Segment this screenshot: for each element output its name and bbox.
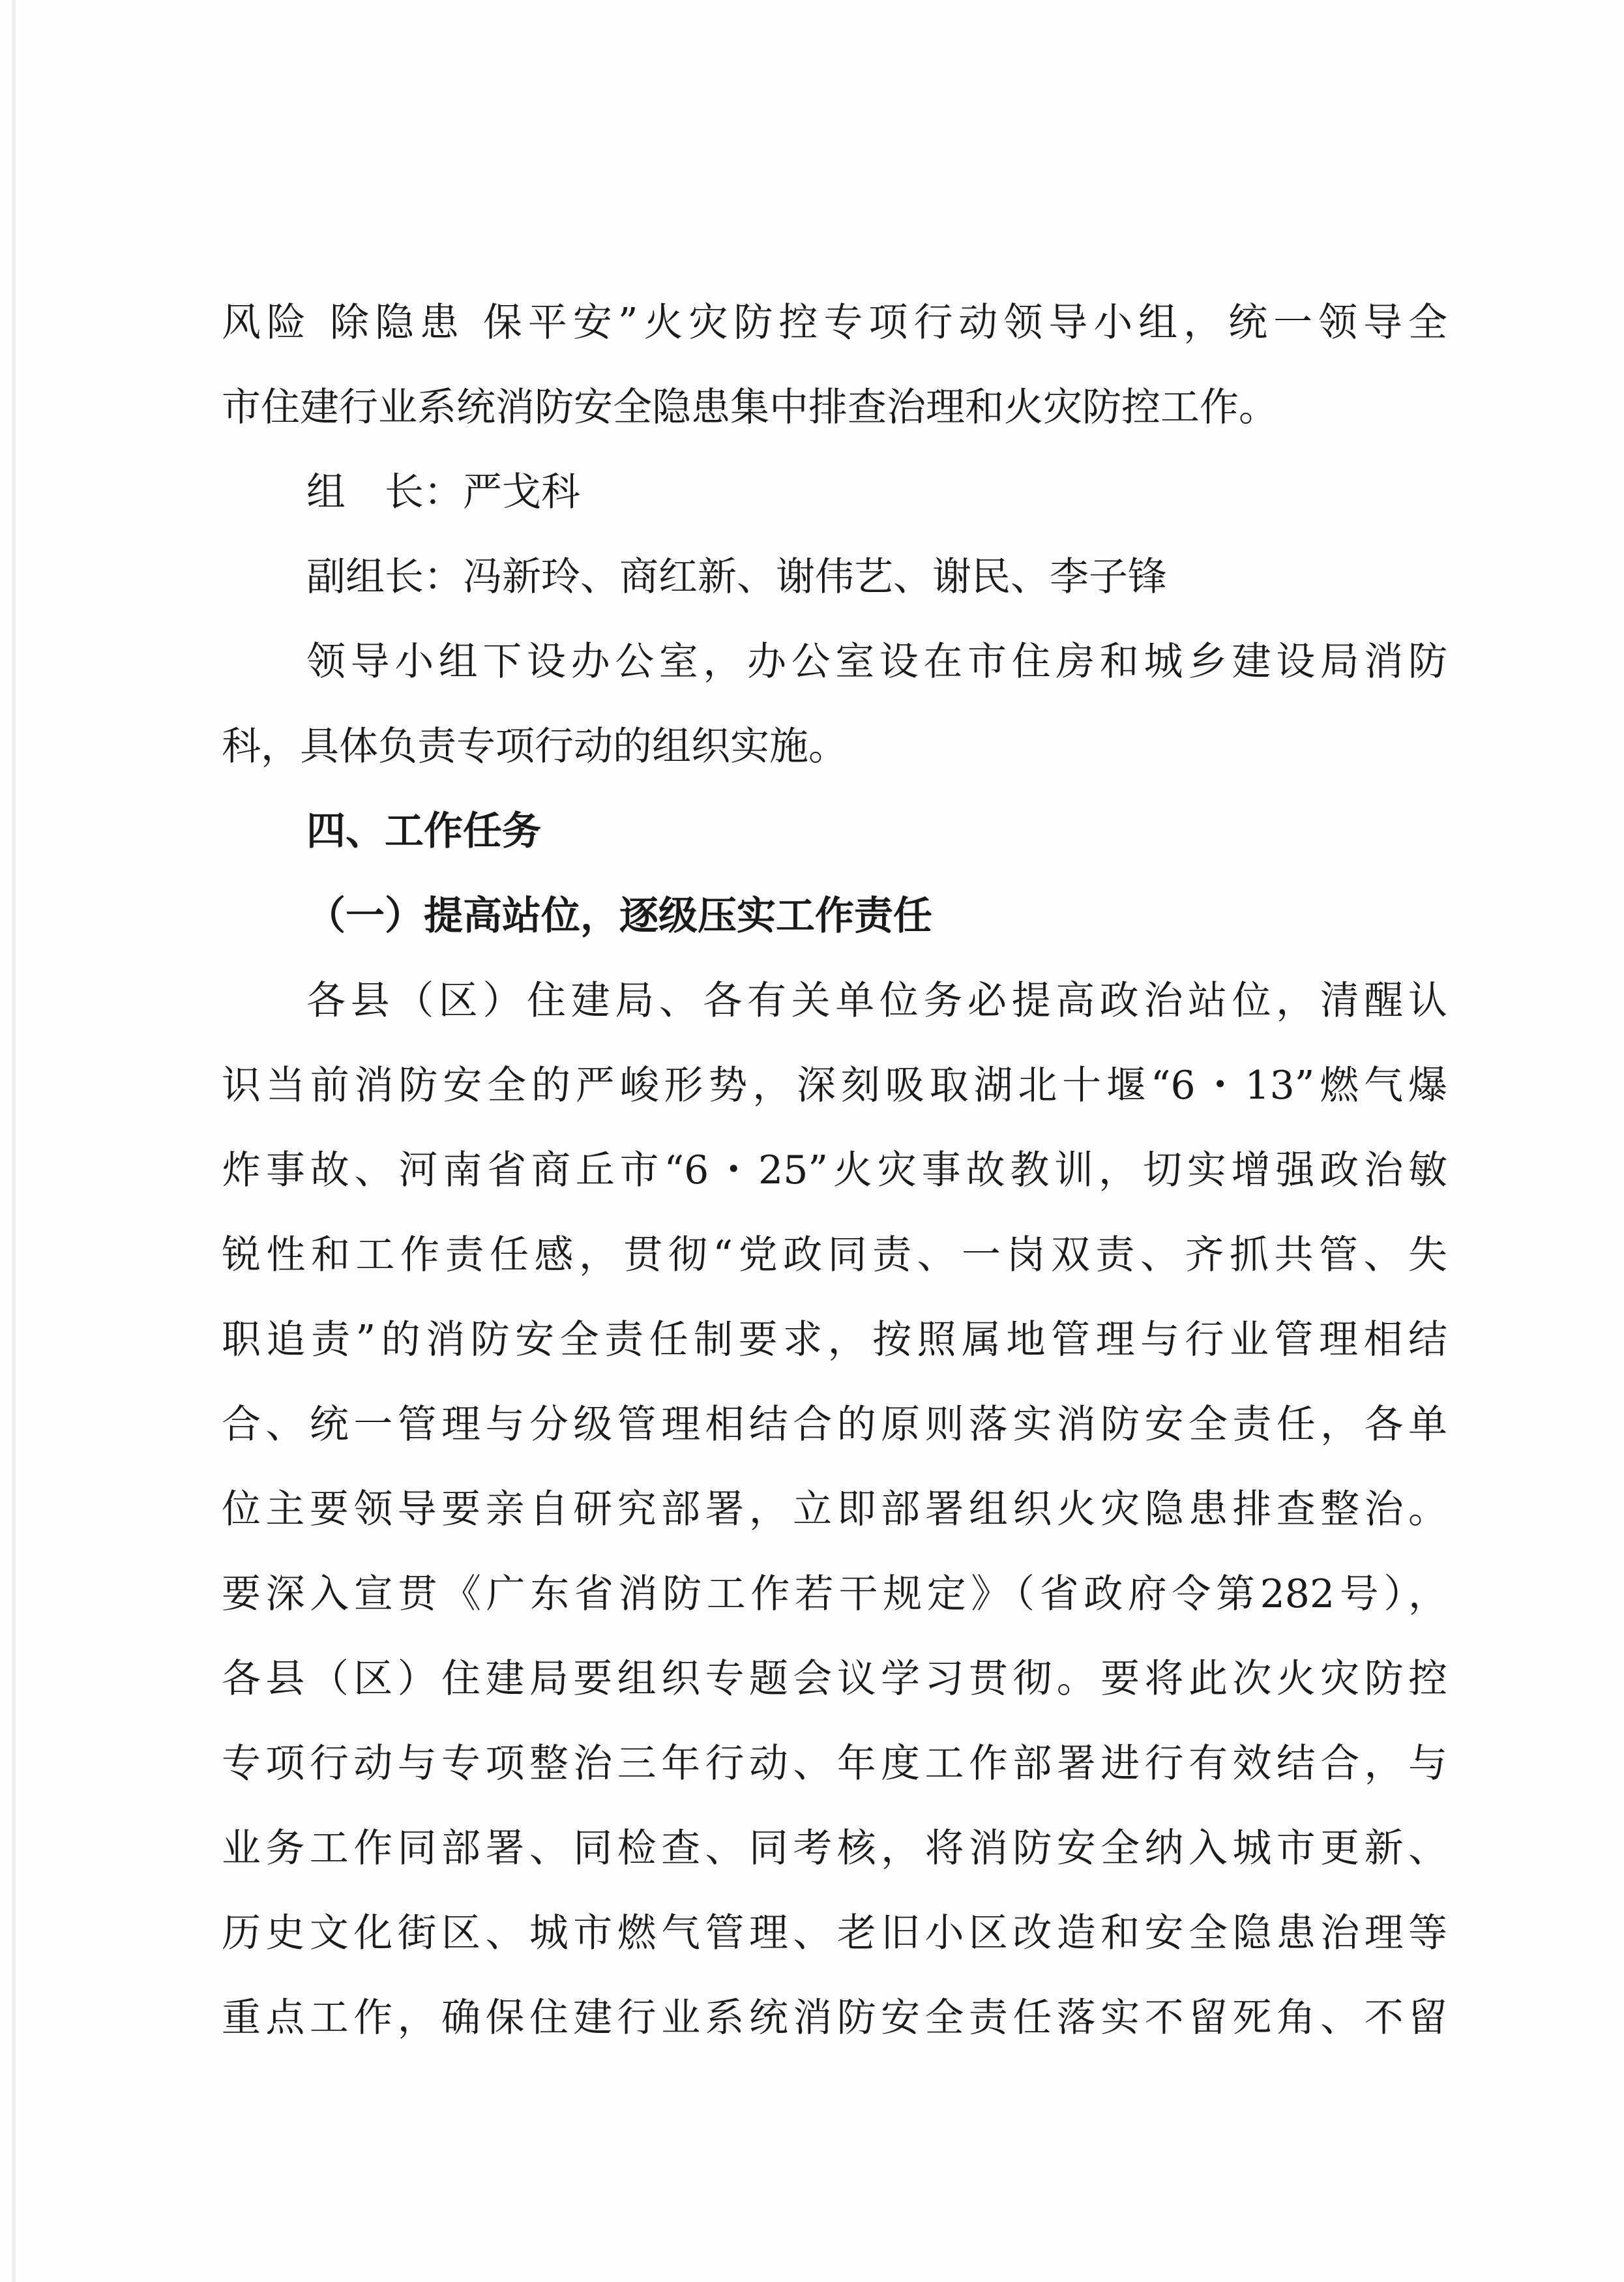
section-heading: 四、工作任务 (306, 808, 541, 854)
body-line: 要深入宣贯《广东省消防工作若干规定》（省政府令第282号）， (222, 1571, 1447, 1617)
body-line: 各县（区）住建局要组织专题会议学习贯彻。要将此次火灾防控 (222, 1656, 1447, 1702)
body-line: 锐性和工作责任感，贯彻“党政同责、一岗双责、齐抓共管、失 (222, 1232, 1447, 1278)
body-line: 领导小组下设办公室，办公室设在市住房和城乡建设局消防 (306, 639, 1447, 685)
leader-line: 组 长：严戈科 (306, 469, 580, 515)
body-line: 炸事故、河南省商丘市“6・25”火灾事故教训，切实增强政治敏 (222, 1148, 1447, 1193)
scan-edge (12, 0, 16, 2282)
body-line: 合、统一管理与分级管理相结合的原则落实消防安全责任，各单 (222, 1402, 1447, 1447)
body-line: 职追责”的消防安全责任制要求，按照属地管理与行业管理相结 (222, 1317, 1447, 1363)
body-line: 位主要领导要亲自研究部署，立即部署组织火灾隐患排查整治。 (222, 1487, 1447, 1532)
body-line: 识当前消防安全的严峻形势，深刻吸取湖北十堰“6・13”燃气爆 (222, 1063, 1447, 1108)
deputy-leader-line: 副组长：冯新玲、商红新、谢伟艺、谢民、李子锋 (306, 554, 1167, 600)
subsection-heading: （一）提高站位，逐级压实工作责任 (306, 893, 932, 939)
body-line: 历史文化街区、城市燃气管理、老旧小区改造和安全隐患治理等 (222, 1910, 1447, 1956)
body-line: 专项行动与专项整治三年行动、年度工作部署进行有效结合，与 (222, 1741, 1447, 1786)
body-line: 科，具体负责专项行动的组织实施。 (222, 724, 848, 769)
body-line: 业务工作同部署、同检查、同考核，将消防安全纳入城市更新、 (222, 1826, 1447, 1871)
body-line: 市住建行业系统消防安全隐患集中排查治理和火灾防控工作。 (222, 385, 1278, 430)
body-line: 各县（区）住建局、各有关单位务必提高政治站位，清醒认 (306, 978, 1447, 1024)
body-line: 风险 除隐患 保平安”火灾防控专项行动领导小组，统一领导全 (222, 300, 1447, 346)
body-line: 重点工作，确保住建行业系统消防安全责任落实不留死角、不留 (222, 1995, 1447, 2041)
